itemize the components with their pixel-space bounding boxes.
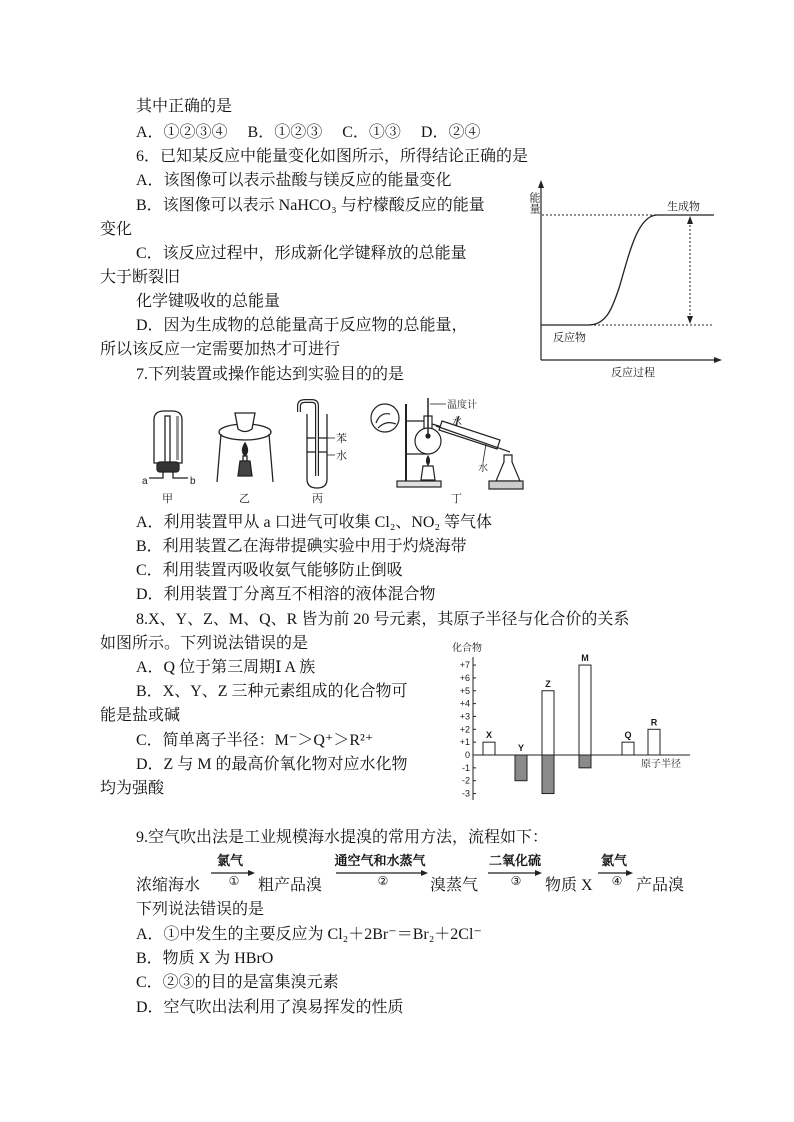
bar-r-positive bbox=[648, 729, 660, 755]
q8-stem: 8.X、Y、Z、M、Q、R 皆为前 20 号元素，其原子半径与化合价的关系 bbox=[136, 611, 630, 628]
q6-option-line: B．该图像可以表示 NaHCO₃ 与柠檬酸反应的能量 bbox=[136, 197, 485, 214]
flow-step-2-number: ② bbox=[377, 874, 389, 888]
alcohol-lamp bbox=[238, 461, 252, 476]
y-tick-label: 0 bbox=[464, 750, 470, 760]
q6-option-line: 化学键吸收的总能量 bbox=[136, 293, 281, 310]
flame bbox=[243, 443, 248, 456]
tripod-leg bbox=[269, 434, 273, 482]
receiving-flask bbox=[496, 455, 520, 481]
reactant-label: 反应物 bbox=[553, 332, 586, 344]
water-label: 水 bbox=[336, 450, 347, 462]
bar-z-negative bbox=[542, 755, 554, 794]
water-inlet-label: 水 bbox=[478, 463, 488, 474]
q7-option: D．利用装置丁分离互不相溶的液体混合物 bbox=[136, 586, 436, 603]
flame bbox=[427, 456, 430, 465]
flow-arrowhead-3 bbox=[535, 870, 542, 876]
benzene-label: 苯 bbox=[336, 433, 347, 445]
q7-option: C．利用装置丙吸收氨气能够防止倒吸 bbox=[136, 562, 403, 579]
y-tick-label: +2 bbox=[459, 724, 470, 735]
q5-intro: 其中正确的是 bbox=[136, 98, 233, 115]
reaction-progress-label: 反应过程 bbox=[611, 367, 655, 379]
bar-label-q: Q bbox=[624, 730, 632, 741]
q6-option-line: 变化 bbox=[100, 221, 133, 238]
y-tick-label: +7 bbox=[459, 660, 470, 671]
product-label: 生成物 bbox=[667, 201, 700, 213]
flow-node-concentrated-seawater: 浓缩海水 bbox=[136, 877, 201, 894]
q8-option-line: D．Z 与 M 的最高价氧化物对应水化物 bbox=[136, 756, 408, 773]
bar-z-positive bbox=[542, 691, 554, 755]
flow-node-bromine-vapor: 溴蒸气 bbox=[430, 877, 479, 894]
magnified-detail bbox=[371, 404, 399, 432]
bar-q-positive bbox=[622, 742, 634, 755]
y-tick-label: +6 bbox=[459, 672, 470, 683]
bar-m-positive bbox=[579, 665, 591, 755]
water-inlet bbox=[483, 444, 486, 462]
bar-m-negative bbox=[579, 755, 591, 768]
bar-label-x: X bbox=[485, 730, 493, 741]
q6-option-line: D．因为生成物的总能量高于反应物的总能量， bbox=[136, 317, 468, 334]
port-a-label: a bbox=[142, 476, 148, 487]
chart-marks bbox=[460, 653, 660, 799]
bar-y-negative bbox=[515, 755, 527, 781]
apparatus-jia bbox=[149, 411, 188, 478]
q8-option-line: 能是盐或碱 bbox=[100, 707, 181, 724]
bottle-highlight bbox=[176, 416, 179, 460]
flow-arrowhead-2 bbox=[421, 870, 428, 876]
q8-option-line: B．X、Y、Z 三种元素组成的化合物可 bbox=[136, 683, 408, 700]
chart-y-label: 化合物 bbox=[452, 643, 482, 654]
flow-step-3-number: ③ bbox=[510, 874, 522, 888]
chart-x-label: 原子半径 bbox=[641, 759, 681, 770]
q7-option: B．利用装置乙在海带提碘实验中用于灼烧海带 bbox=[136, 538, 467, 555]
y-tick-label: -1 bbox=[461, 762, 470, 773]
energy-curve bbox=[541, 215, 656, 325]
flow-node-crude-bromine: 粗产品溴 bbox=[258, 877, 323, 894]
flow-arrowhead-4 bbox=[626, 870, 633, 876]
bar-label-m: M bbox=[581, 653, 589, 664]
apparatus-yi-label: 乙 bbox=[239, 493, 250, 505]
apparatus-bing-label: 丙 bbox=[312, 493, 323, 505]
q7-stem: 7.下列装置或操作能达到实验目的的是 bbox=[136, 366, 405, 383]
q6-stem: 6．已知某反应中能量变化如图所示，所得结论正确的是 bbox=[136, 148, 529, 165]
stand-base bbox=[397, 481, 441, 487]
y-tick-label: +4 bbox=[459, 698, 470, 709]
q6-option-line: 大于断裂旧 bbox=[100, 269, 181, 286]
bar-label-z: Z bbox=[545, 678, 551, 689]
flow-step-1-number: ① bbox=[228, 874, 240, 888]
y-tick-label: -2 bbox=[461, 775, 470, 786]
bottle-inner-tube bbox=[165, 416, 170, 463]
energy-diagram bbox=[525, 178, 725, 383]
flow-node-substance-x: 物质 X bbox=[545, 877, 593, 894]
q9-option: C．②③的目的是富集溴元素 bbox=[136, 974, 339, 991]
q9-option: D．空气吹出法利用了溴易挥发的性质 bbox=[136, 999, 404, 1016]
q5-options: A．①②③④ B．①②③ C．①③ D．②④ bbox=[136, 124, 481, 141]
flow-arrowhead-1 bbox=[248, 870, 255, 876]
q6-option-line: A．该图像可以表示盐酸与镁反应的能量变化 bbox=[136, 172, 452, 189]
tripod-leg bbox=[217, 434, 221, 482]
q8-option-line: A．Q 位于第三周期Ⅰ A 族 bbox=[136, 659, 316, 676]
apparatus-ding bbox=[371, 398, 523, 489]
tube-a bbox=[149, 472, 163, 478]
energy-difference-arrowhead-bottom bbox=[687, 316, 693, 324]
q7-option: A．利用装置甲从 a 口进气可收集 Cl₂、NO₂ 等气体 bbox=[136, 514, 493, 531]
energy-y-axis-arrow bbox=[538, 180, 544, 188]
q8-option-line: 均为强酸 bbox=[100, 780, 165, 797]
q9-option: A．①中发生的主要反应为 Cl₂＋2Br⁻＝Br₂＋2Cl⁻ bbox=[136, 926, 482, 943]
energy-x-axis-arrow bbox=[714, 357, 722, 363]
receiver-block bbox=[489, 481, 523, 489]
energy-axis-label: 能量 bbox=[528, 192, 540, 214]
tube-b bbox=[173, 472, 188, 478]
y-tick-label: -3 bbox=[461, 788, 470, 799]
thermometer-bulb bbox=[426, 434, 430, 438]
energy-difference-arrowhead-top bbox=[687, 216, 693, 224]
flow-node-product-bromine: 产品溴 bbox=[636, 877, 685, 894]
flow-step-4-number: ④ bbox=[611, 874, 623, 888]
bar-label-y: Y bbox=[517, 743, 525, 753]
q9-option: B．物质 X 为 HBrO bbox=[136, 950, 274, 967]
flow-step-2-reagent: 通空气和水蒸气 bbox=[334, 853, 426, 868]
crucible bbox=[235, 413, 255, 432]
y-tick-label: +1 bbox=[459, 737, 470, 748]
flow-step-4-reagent: 氯气 bbox=[600, 853, 627, 868]
port-b-label: b bbox=[190, 476, 196, 487]
q7-apparatus-figure bbox=[135, 392, 530, 510]
q8-option-line: C．简单离子半径：M⁻＞Q⁺＞R²⁺ bbox=[136, 732, 374, 749]
thermometer-label: 温度计 bbox=[447, 400, 477, 411]
bar-label-r: R bbox=[650, 717, 658, 728]
condenser-inner-tube bbox=[436, 426, 510, 452]
q9-question: 下列说法错误的是 bbox=[136, 901, 265, 918]
y-tick-label: +5 bbox=[459, 685, 470, 696]
apparatus-ding-label: 丁 bbox=[451, 493, 462, 505]
flow-step-1-reagent: 氯气 bbox=[216, 853, 243, 868]
valence-radius-chart bbox=[445, 640, 695, 805]
bottle-stopper bbox=[157, 462, 179, 472]
q6-option-line: 所以该反应一定需要加热才可进行 bbox=[100, 341, 341, 358]
y-tick-label: +3 bbox=[459, 711, 470, 722]
apparatus-bing bbox=[299, 401, 335, 488]
lamp-wick bbox=[243, 456, 247, 461]
bar-x-positive bbox=[483, 742, 495, 755]
q8-stem: 如图所示。下列说法错误的是 bbox=[100, 635, 309, 652]
flow-step-3-reagent: 二氧化硫 bbox=[488, 853, 541, 868]
apparatus-yi bbox=[217, 413, 273, 482]
q6-option-line: C．该反应过程中，形成新化学键释放的总能量 bbox=[136, 245, 467, 262]
water-outlet-label: 水 bbox=[452, 417, 462, 428]
apparatus-jia-label: 甲 bbox=[162, 493, 173, 505]
alcohol-lamp bbox=[421, 466, 435, 480]
q9-stem: 9.空气吹出法是工业规模海水提溴的常用方法，流程如下： bbox=[136, 829, 549, 846]
